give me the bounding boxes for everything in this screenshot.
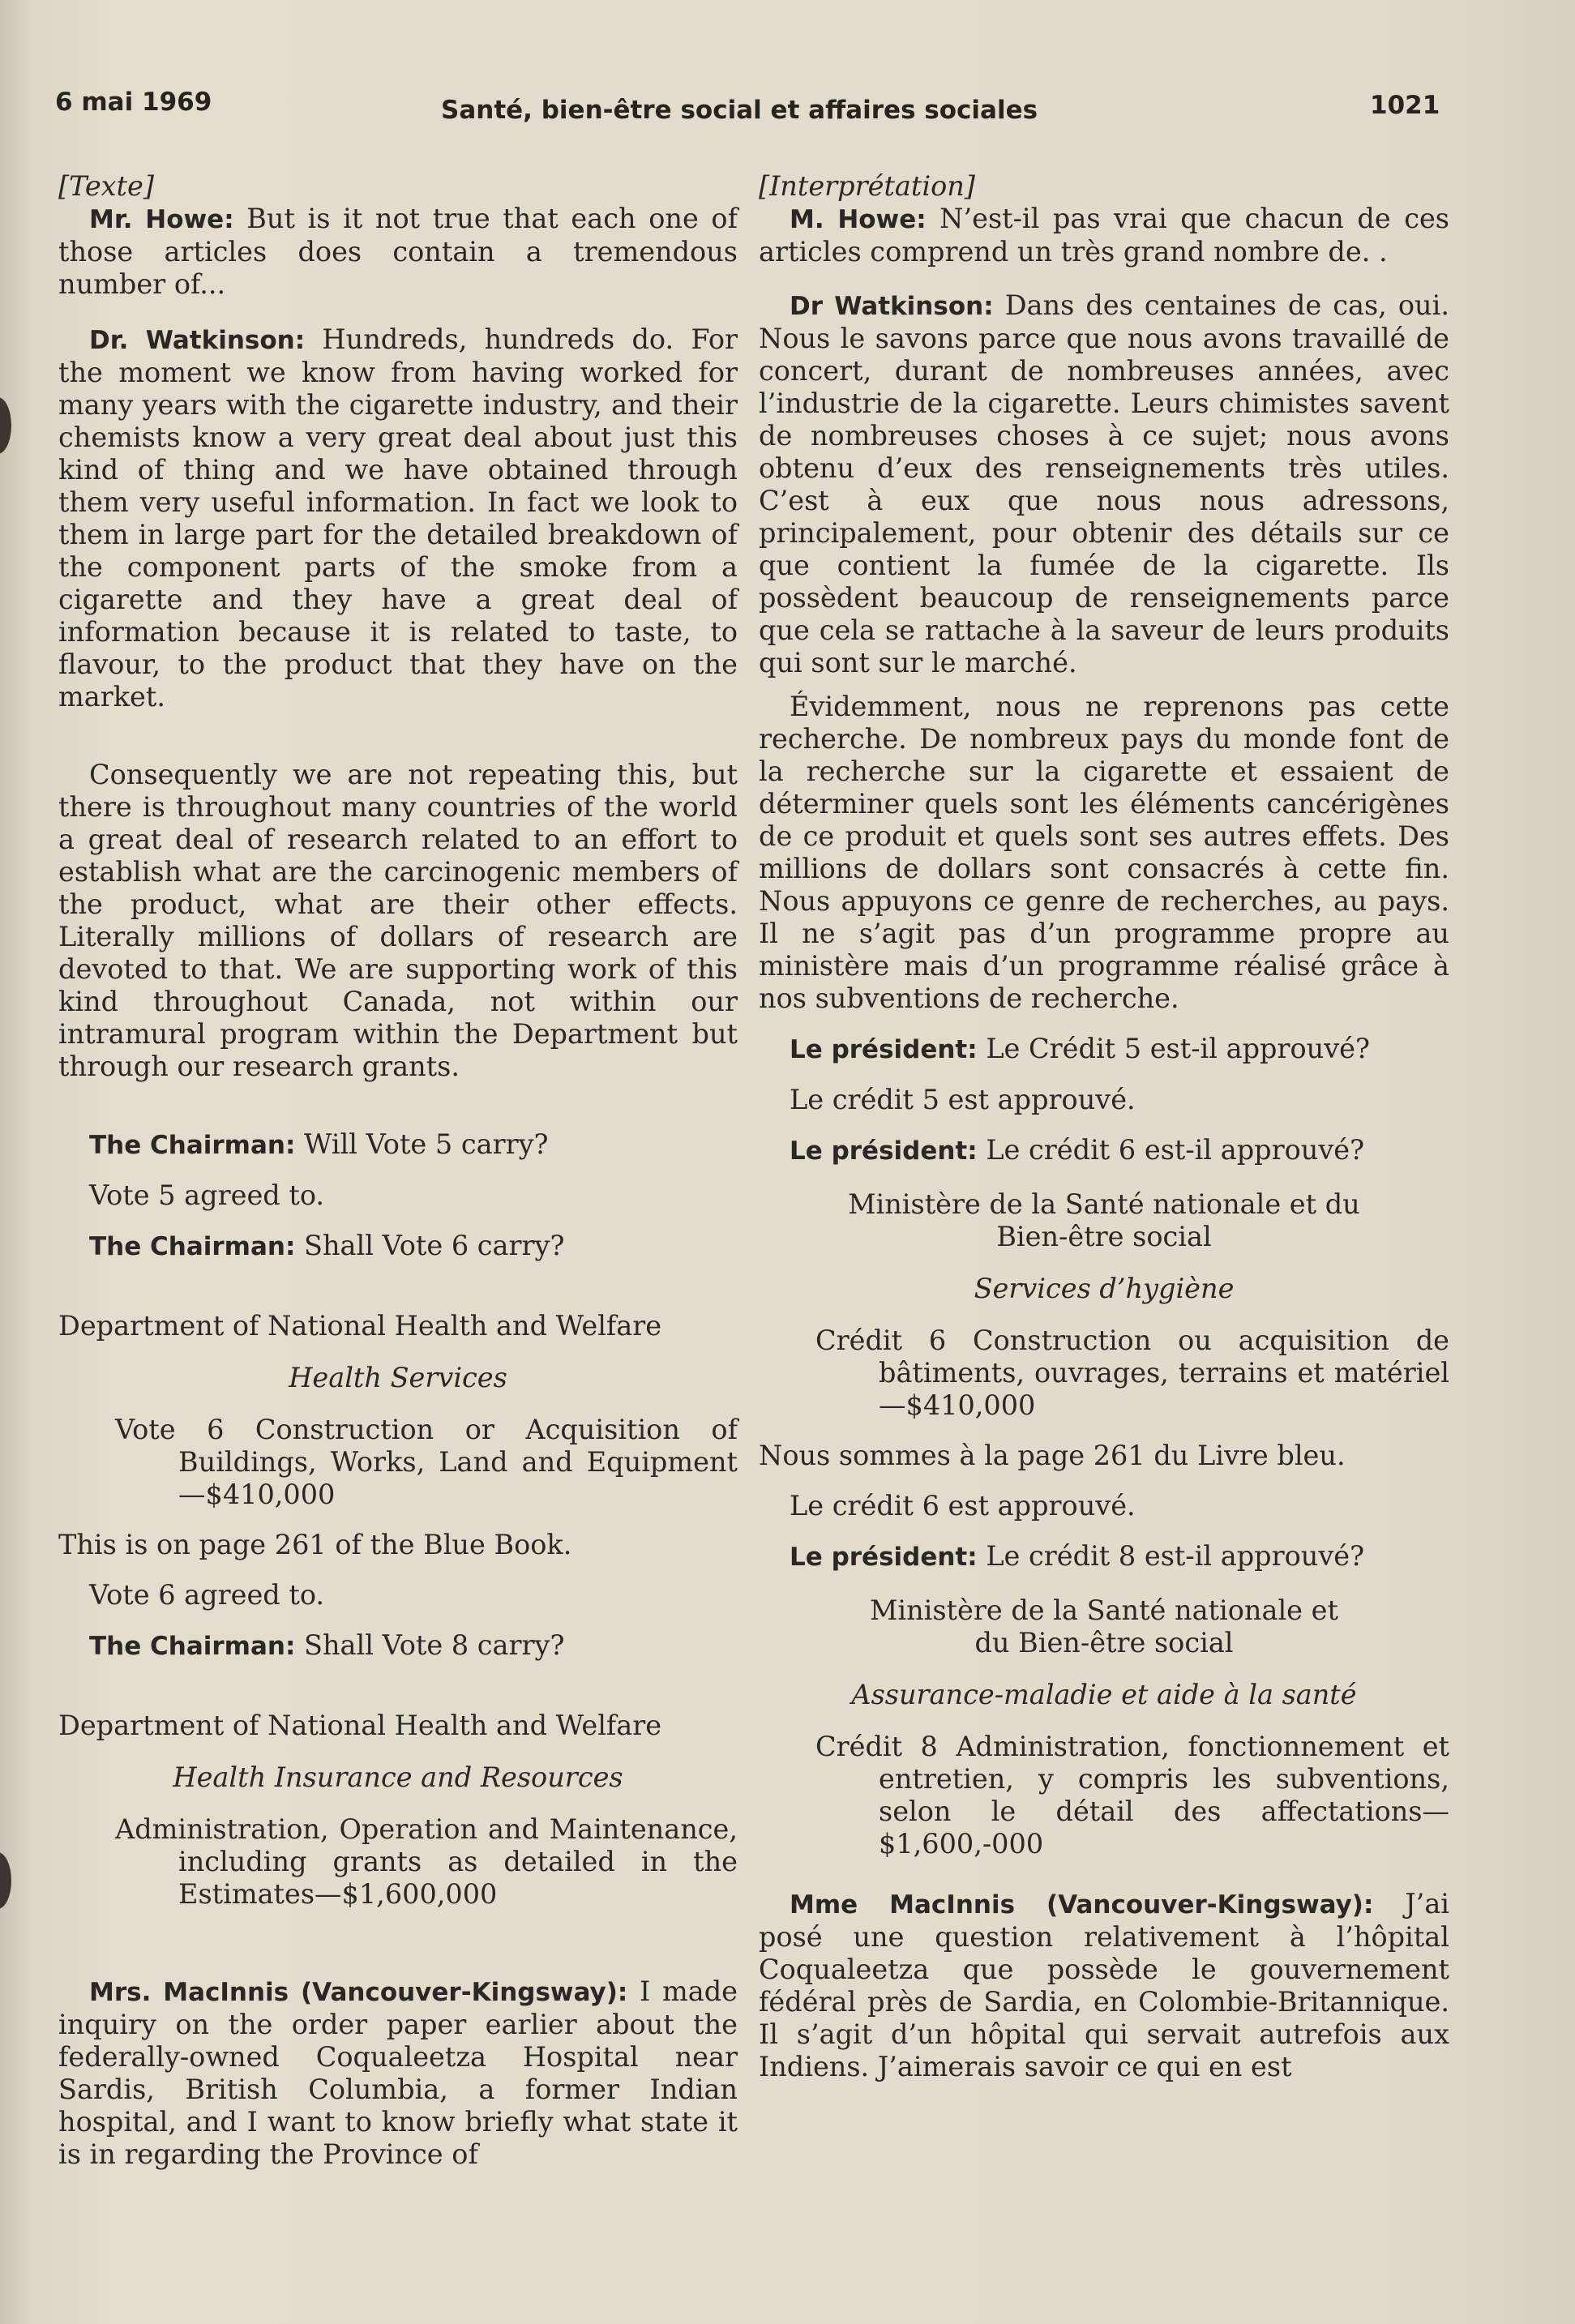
speech-text: Hundreds, hundreds do. For the moment we know from having worked for many years with the cigarette industry, and their chemists know a very great deal about just this kind of thing and we have obtained through them very useful information. In fact we look to them in large part for the detailed breakdown of the component parts of the smoke from a cigarette and they have a great deal of information because it is related to taste, to flavour, to the product that they have on the market.: [58, 323, 738, 713]
text-marker: [Texte]: [58, 170, 154, 202]
speaker-name: The Chairman:: [89, 1232, 296, 1261]
paragraph: Évidemment, nous ne reprenons pas cette recherche. De nombreux pays du monde font de la recherche sur la cigarette et essaient de déterminer quels sont les éléments cancérigènes de ce produit et quels sont ses autres effets. Des millions de dollars sont consacrés à cette fin. Nous appuyons ce genre de recherches, au pays. Il ne s’agit pas d’un programme propre au ministère mais d’un programme réalisé grâce à nos subventions de recherche.: [759, 691, 1449, 1014]
department-heading: [759, 1594, 1449, 1659]
department-heading: [759, 1188, 1449, 1253]
vote-item: Crédit 6 Construction ou acquisition de bâtiments, ouvrages, terrains et matériel—$410,000: [815, 1325, 1449, 1421]
interpretation-marker: [Interprétation]: [759, 170, 975, 202]
vote-result: Vote 6 agreed to.: [89, 1579, 325, 1611]
binding-hole: [0, 1852, 11, 1909]
paragraph: [58, 323, 738, 713]
vote-result: Le crédit 6 est approuvé.: [790, 1490, 1136, 1522]
header-date: 6 mai 1969: [55, 88, 212, 117]
header-title: Santé, bien-être social et affaires sociales: [441, 96, 1038, 125]
paragraph: [58, 1975, 738, 2171]
speech-text: But is it not true that each one of those articles does contain a tremendous number of...: [58, 203, 738, 300]
speech-text: N’est-il pas vrai que chacun de ces articles comprend un très grand nombre de. .: [759, 203, 1449, 267]
binding-hole: [0, 397, 11, 454]
vote-result: Vote 5 agreed to.: [89, 1179, 325, 1211]
paragraph: [759, 289, 1449, 679]
department-heading: Department of National Health and Welfare: [58, 1310, 662, 1342]
department-line: Ministère de la Santé nationale et: [870, 1594, 1338, 1626]
speaker-name: Le président:: [790, 1543, 978, 1572]
speech-text: Le Crédit 5 est-il approuvé?: [986, 1033, 1370, 1064]
paragraph: [58, 203, 738, 301]
paragraph: Nous sommes à la page 261 du Livre bleu.: [759, 1440, 1346, 1471]
vote-item: Administration, Operation and Maintenance, including grants as detailed in the Estimates—$1,600,000: [115, 1813, 738, 1910]
speech-text: Le crédit 6 est-il approuvé?: [986, 1134, 1365, 1166]
paragraph: Consequently we are not repeating this, but there is throughout many countries of the world a great deal of research related to an effort to establish what are the carcinogenic members of the product, what are their other effects. Literally millions of dollars of research are devoted to that. We are supporting work of this kind throughout Canada, not within our intramural program within the Department but through our research grants.: [58, 759, 738, 1082]
vote-item: Crédit 8 Administration, fonctionnement et entretien, y compris les subventions, selon le détail des affectations—$1,600,-000: [815, 1731, 1449, 1860]
speech-text: J’ai posé une question relativement à l’hôpital Coqualeetza que possède le gouvernement fédéral près de Sardia, en Colombie-Britannique. Il s’agit d’un hôpital qui servait autrefois aux Indiens. J’aimerais savoir ce qui en est: [759, 1888, 1449, 2082]
french-column: [759, 170, 1449, 2083]
paragraph: [58, 1128, 738, 1162]
vote-item: Vote 6 Construction or Acquisition of Buildings, Works, Land and Equipment —$410,000: [115, 1414, 738, 1510]
speech-text: I made inquiry on the order paper earlier about the federally-owned Coqualeetza Hospital near Sardis, British Columbia, a former Indian hospital, and I want to know briefly what state it is in regarding the Province of: [58, 1975, 738, 2170]
speech-text: Shall Vote 8 carry?: [304, 1629, 565, 1661]
paragraph: This is on page 261 of the Blue Book.: [58, 1529, 572, 1560]
section-heading: Services d’hygiène: [974, 1273, 1235, 1304]
speaker-name: Le président:: [790, 1136, 978, 1166]
paragraph: [759, 203, 1449, 268]
paragraph: [759, 1033, 1449, 1066]
speaker-name: M. Howe:: [790, 205, 927, 234]
section-heading: Assurance-maladie et aide à la santé: [851, 1679, 1357, 1710]
speaker-name: Mme MacInnis (Vancouver-Kingsway):: [790, 1890, 1374, 1920]
paragraph: [759, 1134, 1449, 1167]
page-number: 1021: [1370, 91, 1440, 120]
speaker-name: Mrs. MacInnis (Vancouver-Kingsway):: [89, 1978, 628, 2007]
vote-result: Le crédit 5 est approuvé.: [790, 1084, 1136, 1115]
department-line: du Bien-être social: [974, 1627, 1234, 1658]
english-column: [58, 170, 738, 2171]
department-line: Bien-être social: [996, 1221, 1212, 1252]
paragraph: [58, 1230, 738, 1263]
speech-text: Shall Vote 6 carry?: [304, 1230, 565, 1261]
section-heading: Health Services: [289, 1362, 507, 1393]
department-heading: Department of National Health and Welfare: [58, 1710, 662, 1741]
speech-text: Will Vote 5 carry?: [304, 1128, 549, 1160]
paragraph: [759, 1540, 1449, 1573]
speaker-name: Dr. Watkinson:: [89, 326, 306, 355]
paragraph: [759, 1888, 1449, 2083]
speaker-name: The Chairman:: [89, 1632, 296, 1661]
paragraph: [58, 1629, 738, 1663]
speech-text: Dans des centaines de cas, oui. Nous le savons parce que nous avons travaillé de concert, durant de nombreuses années, avec l’industrie de la cigarette. Leurs chimistes savent de nombreuses choses à ce sujet; nous avons obtenu d’eux des renseignements très utiles. C’est à eux que nous nous adressons, principalement, pour obtenir des détails sur ce que contient la fumée de la cigarette. Ils possèdent beaucoup de renseignements parce que cela se rattache à la saveur de leurs produits qui sont sur le marché.: [759, 289, 1449, 678]
speaker-name: Mr. Howe:: [89, 205, 234, 234]
speaker-name: The Chairman:: [89, 1131, 296, 1160]
speaker-name: Dr Watkinson:: [790, 292, 994, 321]
speaker-name: Le président:: [790, 1035, 978, 1064]
section-heading: Health Insurance and Resources: [173, 1761, 623, 1793]
speech-text: Le crédit 8 est-il approuvé?: [986, 1540, 1365, 1572]
department-line: Ministère de la Santé nationale et du: [848, 1188, 1360, 1220]
